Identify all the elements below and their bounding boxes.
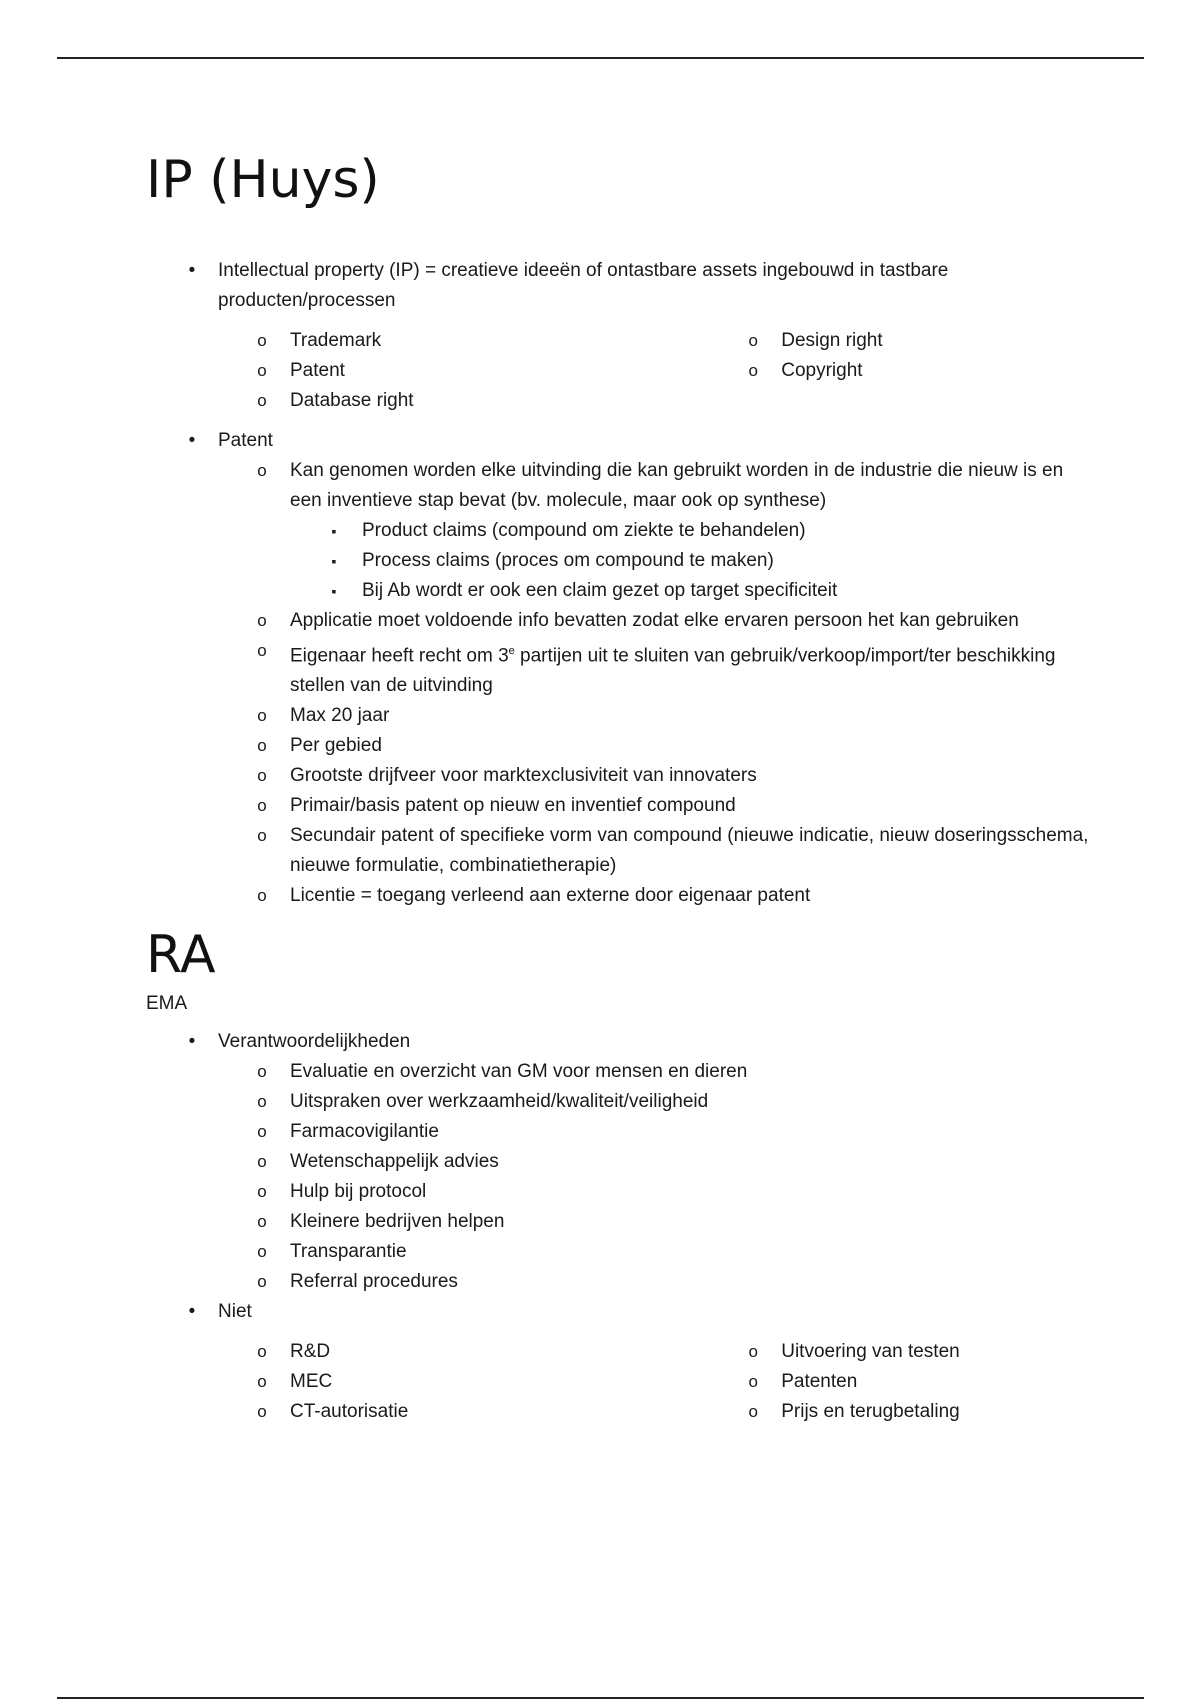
circle-bullet-icon: o (257, 391, 267, 410)
circle-bullet-icon: o (257, 331, 267, 350)
list-item: o Transparantie (218, 1237, 1096, 1267)
bullet-dot-icon: • (188, 1301, 196, 1323)
patent-label: Patent (218, 430, 273, 451)
list-item: o Trademark (218, 326, 709, 356)
list-item: o R&D (218, 1337, 709, 1367)
list-item: o MEC (218, 1367, 709, 1397)
list-item: o Secundair patent of specifieke vorm van compound (nieuwe indicatie, nieuw doseringsschema, nieuwe formulatie, combinatietherapie) (218, 821, 1096, 881)
list-item: ▪ Process claims (proces om compound te maken) (290, 546, 1096, 576)
square-bullet-icon: ▪ (331, 523, 337, 539)
patent-sublist (218, 456, 1096, 911)
list-item: o Kan genomen worden elke uitvinding die kan gebruikt worden in de industrie die nieuw is en een inventieve stap bevat (bv. molecule, maar ook op synthese) ▪ Product claims (compound om ziekte te behandelen) ▪ Process claims (proces om compound te maken) ▪ Bij Ab wordt er ook een claim gezet op target specificiteit (218, 456, 1096, 606)
circle-bullet-icon: o (257, 796, 267, 816)
list-item: o CT-autorisatie (218, 1397, 709, 1427)
list-item: o Farmacovigilantie (218, 1117, 1096, 1147)
list-item: o Grootste drijfveer voor marktexclusiviteit van innovaters (218, 761, 1096, 791)
list-item: o Primair/basis patent op nieuw en inventief compound (218, 791, 1096, 821)
circle-bullet-icon: o (257, 1402, 267, 1422)
bullet-dot-icon: • (188, 430, 196, 451)
ip-intro-text: Intellectual property (IP) = creatieve ideeën of ontastbare assets ingebouwd in tastbare producten/processen (218, 260, 949, 311)
responsibilities-label: Verantwoordelijkheden (218, 1031, 411, 1053)
ra-subtitle: EMA (146, 993, 188, 1015)
circle-bullet-icon: o (748, 331, 758, 350)
circle-bullet-icon: o (257, 1062, 267, 1082)
list-item: o Uitvoering van testen (709, 1337, 1096, 1367)
top-rule (57, 57, 1144, 59)
list-item: o Licentie = toegang verleend aan externe door eigenaar patent (218, 881, 1096, 911)
ip-types-right (709, 326, 1096, 416)
circle-bullet-icon: o (257, 1342, 267, 1362)
circle-bullet-icon: o (257, 706, 267, 726)
list-item: o Patent (218, 356, 709, 386)
circle-bullet-icon: o (257, 461, 267, 480)
niet-left (218, 1337, 709, 1427)
document-body (146, 140, 1096, 1437)
responsibilities-sublist (218, 1057, 1096, 1297)
list-item: o Kleinere bedrijven helpen (218, 1207, 1096, 1237)
list-item: o Patenten (709, 1367, 1096, 1397)
niet-label: Niet (218, 1301, 252, 1323)
ip-types-left (218, 326, 709, 416)
circle-bullet-icon: o (257, 641, 267, 660)
circle-bullet-icon: o (257, 1092, 267, 1112)
list-item: ▪ Bij Ab wordt er ook een claim gezet op target specificiteit (290, 576, 1096, 606)
list-item: o Uitspraken over werkzaamheid/kwaliteit/veiligheid (218, 1087, 1096, 1117)
list-item: o Evaluatie en overzicht van GM voor mensen en dieren (218, 1057, 1096, 1087)
circle-bullet-icon: o (748, 361, 758, 380)
list-item: o Max 20 jaar (218, 701, 1096, 731)
ip-heading: IP (Huys) (146, 150, 380, 210)
claims-list (290, 516, 1096, 606)
bottom-rule (57, 1697, 1144, 1699)
patent-item (146, 426, 1096, 911)
square-bullet-icon: ▪ (331, 583, 337, 599)
circle-bullet-icon: o (257, 1372, 267, 1392)
circle-bullet-icon: o (257, 736, 267, 756)
list-item: o Applicatie moet voldoende info bevatten zodat elke ervaren persoon het kan gebruiken (218, 606, 1096, 636)
list-item: o Hulp bij protocol (218, 1177, 1096, 1207)
circle-bullet-icon: o (257, 1242, 267, 1262)
niet-columns (218, 1337, 1096, 1427)
circle-bullet-icon: o (257, 1182, 267, 1202)
square-bullet-icon: ▪ (331, 553, 337, 569)
circle-bullet-icon: o (257, 1122, 267, 1142)
niet-right (709, 1337, 1096, 1427)
bullet-dot-icon: • (188, 1031, 196, 1053)
circle-bullet-icon: o (257, 611, 267, 630)
circle-bullet-icon: o (257, 1212, 267, 1232)
ip-intro-item (146, 256, 1096, 416)
circle-bullet-icon: o (748, 1372, 758, 1392)
ip-types-columns (218, 326, 1096, 416)
circle-bullet-icon: o (257, 361, 267, 380)
circle-bullet-icon: o (748, 1342, 758, 1362)
list-item: o Per gebied (218, 731, 1096, 761)
list-item: o Database right (218, 386, 709, 416)
ip-list (146, 256, 1096, 911)
list-item: o Copyright (709, 356, 1096, 386)
ra-heading: RA (146, 925, 216, 986)
list-item: o Referral procedures (218, 1267, 1096, 1297)
circle-bullet-icon: o (748, 1402, 758, 1422)
ra-list (146, 1027, 1096, 1427)
list-item: o Prijs en terugbetaling (709, 1397, 1096, 1427)
list-item: o Wetenschappelijk advies (218, 1147, 1096, 1177)
circle-bullet-icon: o (257, 1272, 267, 1292)
niet-item (146, 1297, 1096, 1427)
list-item: ▪ Product claims (compound om ziekte te behandelen) (290, 516, 1096, 546)
circle-bullet-icon: o (257, 766, 267, 786)
list-item: o Design right (709, 326, 1096, 356)
circle-bullet-icon: o (257, 886, 267, 906)
circle-bullet-icon: o (257, 1152, 267, 1172)
responsibilities-item (146, 1027, 1096, 1297)
circle-bullet-icon: o (257, 826, 267, 846)
bullet-dot-icon: • (188, 260, 196, 281)
list-item: o Eigenaar heeft recht om 3e partijen uit te sluiten van gebruik/verkoop/import/ter beschikking stellen van de uitvinding (218, 636, 1096, 701)
